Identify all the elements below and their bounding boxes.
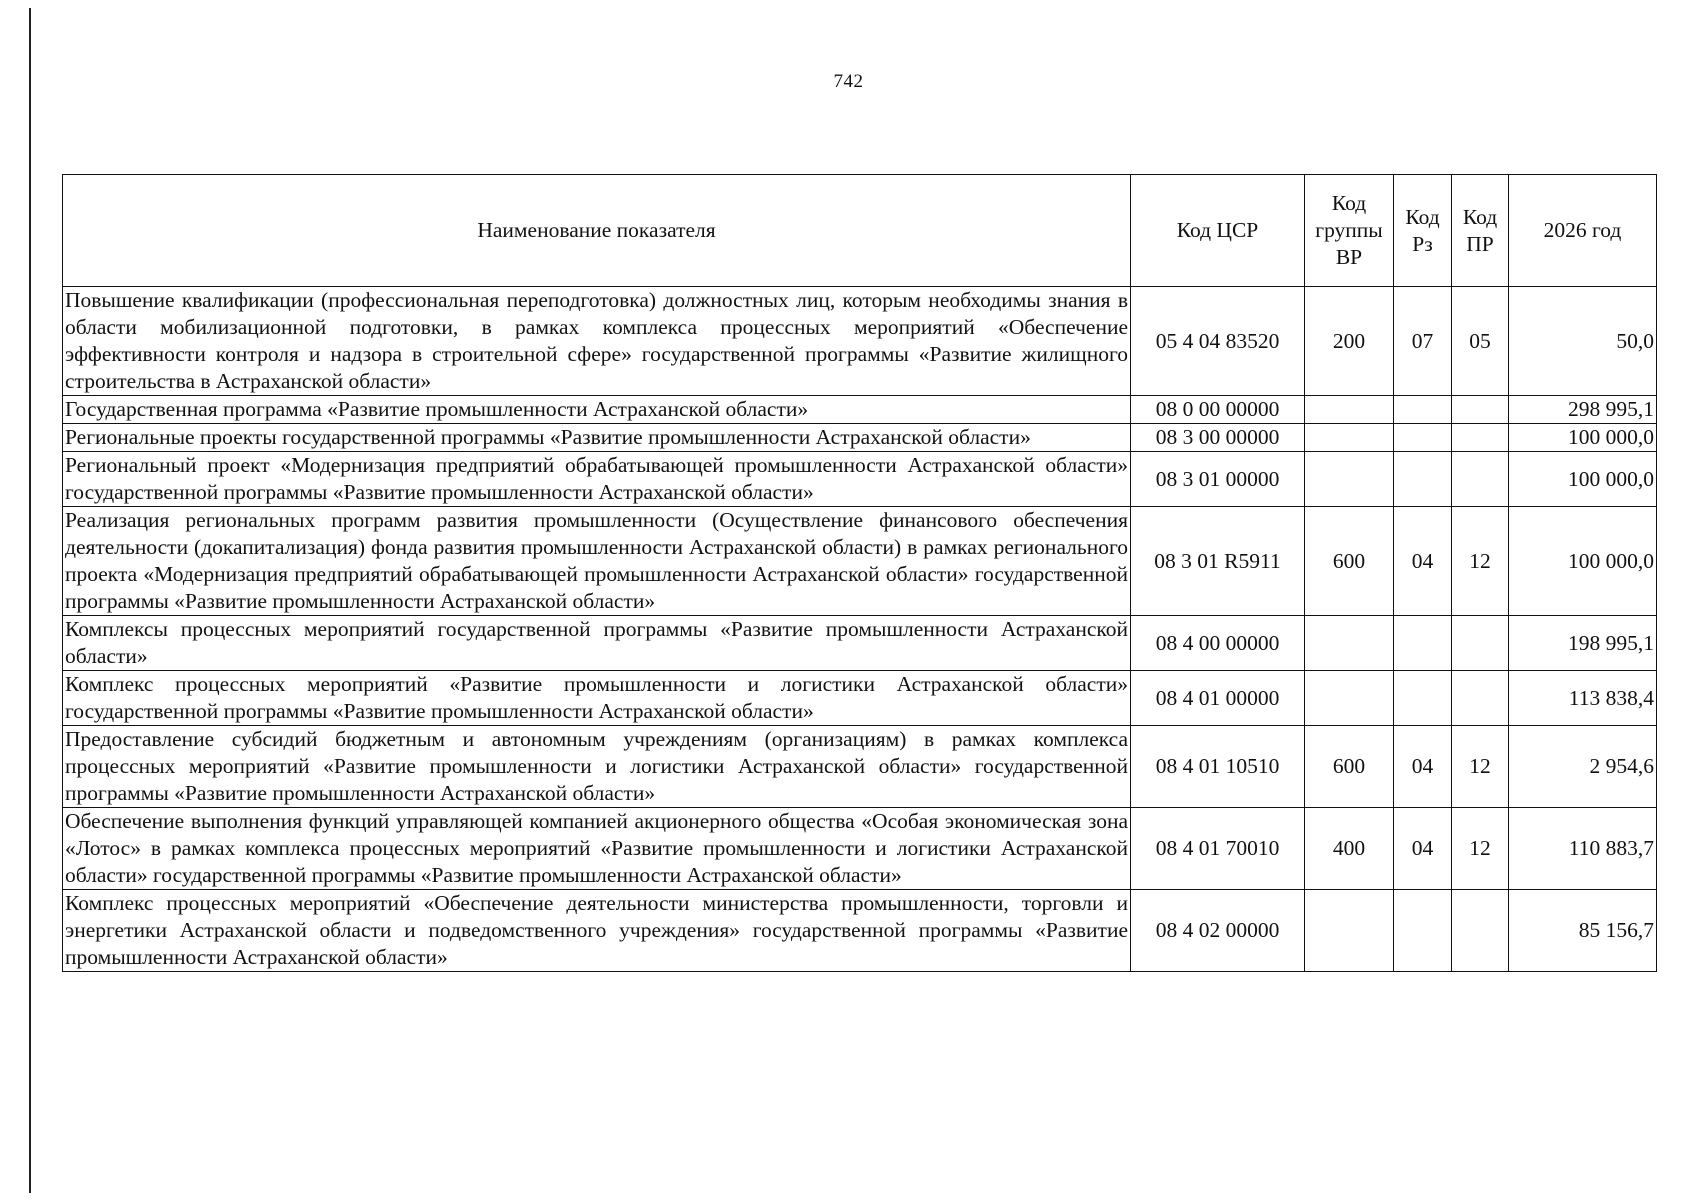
row-name: Предоставление субсидий бюджетным и автономным учреждениям (организациям) в рамках комплекса процессных мероприятий «Развитие промышленности и логистики Астраханской области» государственной программы «Развитие промышленности Астраханской области» [63, 726, 1131, 808]
row-vr-code: 200 [1305, 287, 1394, 396]
row-csr-code: 05 4 04 83520 [1131, 287, 1305, 396]
row-csr-code: 08 4 01 10510 [1131, 726, 1305, 808]
row-pr-code [1452, 616, 1509, 671]
table-row [63, 616, 1657, 671]
row-name: Региональные проекты государственной программы «Развитие промышленности Астраханской области» [63, 424, 1131, 452]
header-indicator-name: Наименование показателя [63, 175, 1131, 287]
row-rz-code: 04 [1394, 507, 1452, 616]
row-pr-code [1452, 424, 1509, 452]
table-row [63, 452, 1657, 507]
row-name: Реализация региональных программ развития промышленности (Осуществление финансового обеспечения деятельности (докапитализация) фонда развития промышленности Астраханской области) в рамках регионального проекта «Модернизация предприятий обрабатывающей промышленности Астраханской области» государственной программы «Развитие промышленности Астраханской области» [63, 507, 1131, 616]
row-csr-code: 08 4 01 00000 [1131, 671, 1305, 726]
row-name: Повышение квалификации (профессиональная переподготовка) должностных лиц, которым необходимы знания в области мобилизационной подготовки, в рамках комплекса процессных мероприятий «Обеспечение эффективности контроля и надзора в строительной сфере» государственной программы «Развитие жилищного строительства в Астраханской области» [63, 287, 1131, 396]
row-vr-code [1305, 424, 1394, 452]
row-rz-code: 07 [1394, 287, 1452, 396]
table-row [63, 808, 1657, 890]
row-csr-code: 08 4 00 00000 [1131, 616, 1305, 671]
row-sum-2026: 100 000,0 [1509, 424, 1657, 452]
row-vr-code [1305, 890, 1394, 972]
row-vr-code: 600 [1305, 507, 1394, 616]
row-rz-code [1394, 396, 1452, 424]
table-row [63, 671, 1657, 726]
row-csr-code: 08 4 02 00000 [1131, 890, 1305, 972]
row-rz-code [1394, 890, 1452, 972]
row-sum-2026: 113 838,4 [1509, 671, 1657, 726]
table-row [63, 507, 1657, 616]
row-sum-2026: 298 995,1 [1509, 396, 1657, 424]
row-sum-2026: 198 995,1 [1509, 616, 1657, 671]
budget-table [62, 174, 1657, 972]
row-csr-code: 08 0 00 00000 [1131, 396, 1305, 424]
row-rz-code [1394, 452, 1452, 507]
row-pr-code: 12 [1452, 726, 1509, 808]
row-sum-2026: 2 954,6 [1509, 726, 1657, 808]
row-pr-code: 12 [1452, 808, 1509, 890]
row-vr-code [1305, 452, 1394, 507]
row-sum-2026: 50,0 [1509, 287, 1657, 396]
row-rz-code: 04 [1394, 808, 1452, 890]
row-sum-2026: 110 883,7 [1509, 808, 1657, 890]
row-name: Обеспечение выполнения функций управляющей компанией акционерного общества «Особая экономическая зона «Лотос» в рамках комплекса процессных мероприятий «Развитие промышленности и логистики Астраханской области» государственной программы «Развитие промышленности Астраханской области» [63, 808, 1131, 890]
header-csr-code: Код ЦСР [1131, 175, 1305, 287]
row-sum-2026: 100 000,0 [1509, 452, 1657, 507]
row-csr-code: 08 3 00 00000 [1131, 424, 1305, 452]
table-row [63, 890, 1657, 972]
table-row [63, 287, 1657, 396]
row-vr-code [1305, 671, 1394, 726]
row-rz-code: 04 [1394, 726, 1452, 808]
table-header-row [63, 175, 1657, 287]
table-row [63, 726, 1657, 808]
row-pr-code: 05 [1452, 287, 1509, 396]
row-sum-2026: 100 000,0 [1509, 507, 1657, 616]
row-name: Комплекс процессных мероприятий «Развитие промышленности и логистики Астраханской области» государственной программы «Развитие промышленности Астраханской области» [63, 671, 1131, 726]
row-pr-code [1452, 890, 1509, 972]
binding-margin-line [29, 8, 31, 1193]
header-rz-code: Код Рз [1394, 175, 1452, 287]
row-csr-code: 08 4 01 70010 [1131, 808, 1305, 890]
row-csr-code: 08 3 01 00000 [1131, 452, 1305, 507]
row-csr-code: 08 3 01 R5911 [1131, 507, 1305, 616]
row-vr-code [1305, 396, 1394, 424]
row-name: Региональный проект «Модернизация предприятий обрабатывающей промышленности Астраханской области» государственной программы «Развитие промышленности Астраханской области» [63, 452, 1131, 507]
row-vr-code: 400 [1305, 808, 1394, 890]
row-pr-code [1452, 396, 1509, 424]
row-vr-code: 600 [1305, 726, 1394, 808]
row-rz-code [1394, 671, 1452, 726]
header-pr-code: Код ПР [1452, 175, 1509, 287]
row-name: Комплекс процессных мероприятий «Обеспечение деятельности министерства промышленности, торговли и энергетики Астраханской области и подведомственного учреждения» государственной программы «Развитие промышленности Астраханской области» [63, 890, 1131, 972]
table-row [63, 424, 1657, 452]
row-sum-2026: 85 156,7 [1509, 890, 1657, 972]
row-pr-code: 12 [1452, 507, 1509, 616]
header-vr-group-code: Код группы ВР [1305, 175, 1394, 287]
row-rz-code [1394, 616, 1452, 671]
row-pr-code [1452, 671, 1509, 726]
page-number: 742 [833, 71, 864, 92]
header-year-2026: 2026 год [1509, 175, 1657, 287]
row-rz-code [1394, 424, 1452, 452]
row-name: Комплексы процессных мероприятий государственной программы «Развитие промышленности Астраханской области» [63, 616, 1131, 671]
table-row [63, 396, 1657, 424]
row-pr-code [1452, 452, 1509, 507]
row-name: Государственная программа «Развитие промышленности Астраханской области» [63, 396, 1131, 424]
row-vr-code [1305, 616, 1394, 671]
